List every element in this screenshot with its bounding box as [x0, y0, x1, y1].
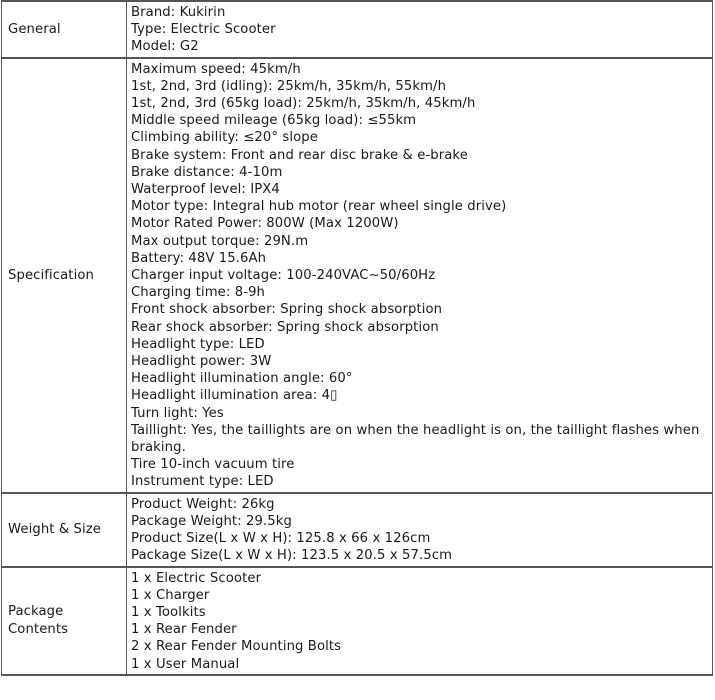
- spec-line: 1st, 2nd, 3rd (65kg load): 25km/h, 35km/h, 45km/h: [131, 96, 476, 112]
- spec-line: Product Weight: 26kg: [131, 496, 275, 512]
- spec-line: Front shock absorber: Spring shock absorption: [131, 302, 443, 318]
- spec-line: Waterproof level: IPX4: [131, 182, 280, 198]
- section-label-specification: [2, 58, 127, 493]
- spec-line: Brake system: Front and rear disc brake & e-brake: [131, 147, 468, 163]
- section-label-general: [2, 1, 127, 58]
- spec-line: Model: G2: [131, 39, 199, 55]
- section-specification: [2, 58, 713, 493]
- spec-line: Motor Rated Power: 800W (Max 1200W): [131, 216, 399, 232]
- section-content-specification: [127, 58, 713, 493]
- spec-line: 2 x Rear Fender Mounting Bolts: [131, 639, 342, 655]
- spec-line: Headlight illumination area: 4▯: [131, 388, 338, 404]
- section-content-general: [127, 1, 713, 58]
- section-package-contents: [2, 567, 713, 675]
- spec-table: [1, 0, 713, 676]
- spec-line: Package Size(L x W x H): 123.5 x 20.5 x 57.5cm: [131, 548, 453, 564]
- spec-line: Type: Electric Scooter: [131, 22, 276, 38]
- spec-line: Middle speed mileage (65kg load): ≤55km: [131, 113, 417, 129]
- spec-line: Motor type: Integral hub motor (rear wheel single drive): [131, 199, 507, 215]
- spec-line: Headlight illumination angle: 60°: [131, 371, 353, 387]
- spec-line: Taillight: Yes, the taillights are on when the headlight is on, the taillight flashes when braking.: [131, 422, 700, 456]
- spec-line: Brake distance: 4-10m: [131, 164, 283, 180]
- spec-line: Charging time: 8-9h: [131, 285, 266, 301]
- spec-line: Charger input voltage: 100-240VAC~50/60Hz: [131, 268, 436, 284]
- section-label-package-contents: [2, 567, 127, 675]
- spec-line: Tire 10-inch vacuum tire: [131, 457, 295, 473]
- section-weight-size: [2, 493, 713, 567]
- spec-line: Turn light: Yes: [131, 405, 224, 421]
- spec-line: Rear shock absorber: Spring shock absorption: [131, 319, 439, 335]
- label-text-line: Package: [8, 604, 64, 620]
- label-text-line: Contents: [8, 621, 69, 637]
- label-text: Specification: [8, 267, 94, 283]
- label-text: General: [8, 21, 61, 37]
- spec-line: Package Weight: 29.5kg: [131, 513, 293, 529]
- section-content-package-contents: [127, 567, 713, 675]
- spec-line: 1 x Rear Fender: [131, 622, 237, 638]
- spec-line: 1 x User Manual: [131, 656, 240, 672]
- spec-line: Max output torque: 29N.m: [131, 233, 309, 249]
- spec-line: Brand: Kukirin: [131, 5, 226, 20]
- spec-line: Maximum speed: 45km/h: [131, 61, 301, 77]
- spec-line: Climbing ability: ≤20° slope: [131, 130, 318, 146]
- spec-line: 1st, 2nd, 3rd (idling): 25km/h, 35km/h, 55km/h: [131, 78, 447, 94]
- section-content-weight-size: [127, 493, 713, 567]
- section-label-weight-size: [2, 493, 127, 567]
- spec-line: Headlight power: 3W: [131, 354, 272, 370]
- spec-line: Battery: 48V 15.6Ah: [131, 250, 267, 266]
- spec-line: 1 x Electric Scooter: [131, 570, 262, 586]
- spec-line: Product Size(L x W x H): 125.8 x 66 x 126cm: [131, 531, 431, 547]
- spec-line: Instrument type: LED: [131, 474, 274, 490]
- spec-line: 1 x Toolkits: [131, 604, 206, 620]
- section-general: [2, 1, 713, 58]
- spec-line: 1 x Charger: [131, 587, 210, 603]
- label-text: Weight & Size: [8, 521, 101, 537]
- spec-line: Headlight type: LED: [131, 336, 265, 352]
